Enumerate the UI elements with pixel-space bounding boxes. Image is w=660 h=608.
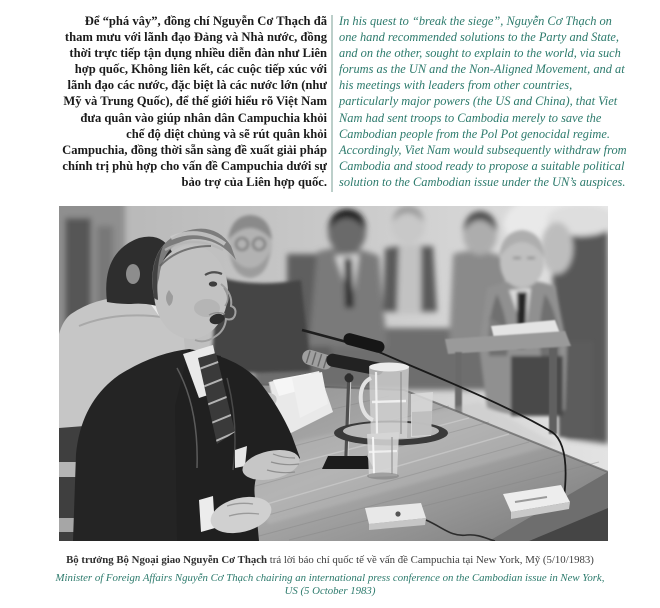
intro-paragraph-english: In his quest to “break the siege”, Nguyễn Cơ Thạch on one hand recommended solutions to the Party and State, and on the other, sought to explain to the world, via such forums as the UN and the Non-Aligned Movement, and at his meetings with leaders from other countries, particularly major powers (the US and China), that Viet Nam had sent troops to Cambodia merely to save the Cambodian people from the Pol Pot genocidal regime. Accordingly, Viet Nam would subsequently withdraw from Cambodia and stood ready to propose a suitable political solution to the Cambodian issue under the UN’s auspices. bbox=[339, 14, 627, 189]
caption-english-line1: Minister of Foreign Affairs Nguyễn Cơ Thạch chairing an international press conference on the Cambodian issue in New York, bbox=[55, 572, 605, 584]
caption-vietnamese bbox=[30, 554, 630, 567]
caption-english bbox=[30, 572, 630, 597]
press-conference-photo bbox=[59, 206, 608, 541]
caption-english-line2: US (5 October 1983) bbox=[284, 584, 376, 597]
caption-vietnamese-rest: trả lời báo chí quốc tế về vấn đề Campuchia tại New York, Mỹ (5/10/1983) bbox=[267, 554, 594, 566]
caption-vietnamese-name: Bộ trưởng Bộ Ngoại giao Nguyễn Cơ Thạch bbox=[66, 554, 268, 566]
column-divider bbox=[331, 15, 333, 192]
press-conference-photo-graphic bbox=[59, 206, 608, 541]
intro-paragraph-vietnamese: Để “phá vây”, đồng chí Nguyễn Cơ Thạch đã tham mưu với lãnh đạo Đảng và Nhà nước, đồng thời trực tiếp tận dụng nhiều diễn đàn như Liên hợp quốc, Không liên kết, các cuộc tiếp xúc với lãnh đạo các nước, đặc biệt là các nước lớn (như Mỹ và Trung Quốc), để thế giới hiểu rõ Việt Nam đưa quân vào giúp nhân dân Campuchia khỏi chế độ diệt chủng và sẽ rút quân khỏi Campuchia, đồng thời sẵn sàng đề xuất giải pháp chính trị phù hợp cho vấn đề Campuchia dưới sự bảo trợ của Liên hợp quốc. bbox=[62, 14, 327, 189]
